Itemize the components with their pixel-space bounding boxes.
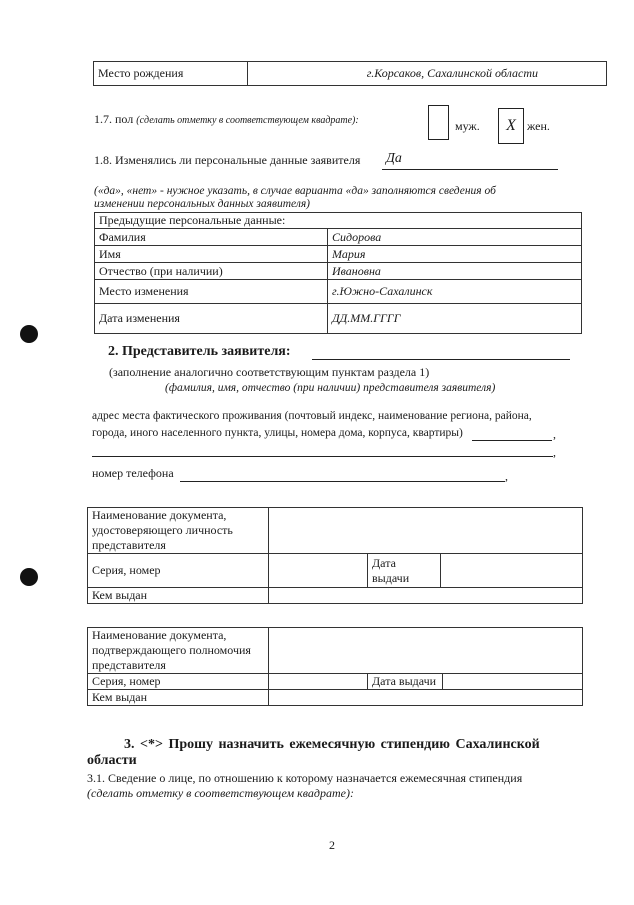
authority-issued-label: Кем выдан	[88, 690, 269, 706]
authority-document-table	[87, 627, 583, 706]
page-number: 2	[329, 838, 335, 852]
prev-change-place-label: Место изменения	[95, 280, 328, 304]
previous-data-header: Предыдущие персональные данные:	[95, 213, 582, 229]
prev-name-value[interactable]: Мария	[328, 246, 582, 263]
prev-change-place-value[interactable]: г.Южно-Сахалинск	[328, 280, 582, 304]
identity-date-field[interactable]	[441, 554, 583, 588]
identity-issued-field[interactable]	[269, 588, 583, 604]
prev-name-label: Имя	[95, 246, 328, 263]
prev-change-date-label: Дата изменения	[95, 304, 328, 334]
punch-hole-bottom	[20, 568, 38, 586]
birthplace-table	[93, 61, 607, 86]
identity-date-label: Дата выдачи	[368, 554, 441, 588]
previous-data-table	[94, 212, 582, 334]
male-label: муж.	[455, 119, 480, 133]
identity-series-field[interactable]	[269, 554, 368, 588]
address-label-2: города, иного населенного пункта, улицы, номера дома, корпуса, квартиры)	[92, 427, 463, 439]
address-comma-2: ,	[553, 445, 556, 459]
changed-question: 1.8. Изменялись ли персональные данные заявителя	[94, 153, 361, 167]
section3-sub-2: (сделать отметку в соответствующем квадрате):	[87, 786, 354, 800]
prev-surname-label: Фамилия	[95, 229, 328, 246]
changed-note-1: («да», «нет» - нужное указать, в случае варианта «да» заполняются сведения об	[94, 185, 496, 197]
gender-label: пол	[115, 112, 134, 126]
authority-doc-name-field[interactable]	[269, 628, 583, 674]
identity-doc-name-label: Наименование документа, удостоверяющего личность представителя	[88, 508, 269, 554]
identity-series-label: Серия, номер	[88, 554, 269, 588]
prev-patronymic-value[interactable]: Ивановна	[328, 263, 582, 280]
gender-hint: (сделать отметку в соответствующем квадрате):	[136, 115, 359, 126]
identity-issued-label: Кем выдан	[88, 588, 269, 604]
authority-doc-name-label: Наименование документа, подтверждающего полномочия представителя	[88, 628, 269, 674]
birthplace-value[interactable]: г.Корсаков, Сахалинской области	[248, 62, 607, 86]
authority-series-field[interactable]	[269, 674, 368, 690]
address-input-line-2[interactable]	[92, 444, 553, 457]
address-input-line-1[interactable]	[472, 426, 552, 441]
prev-change-date-value[interactable]: ДД.ММ.ГГГГ	[328, 304, 582, 334]
female-label: жен.	[527, 119, 550, 133]
authority-series-label: Серия, номер	[88, 674, 269, 690]
section2-note: (заполнение аналогично соответствующим пунктам раздела 1)	[109, 365, 430, 379]
punch-hole-top	[20, 325, 38, 343]
male-checkbox[interactable]	[428, 105, 449, 140]
changed-answer-line[interactable]	[382, 151, 558, 170]
changed-answer: Да	[386, 151, 402, 166]
female-checkbox[interactable]	[498, 108, 524, 144]
representative-name-line[interactable]	[312, 345, 570, 360]
phone-comma: ,	[505, 469, 508, 483]
phone-input-line[interactable]	[180, 467, 505, 482]
address-comma-1: ,	[553, 427, 556, 441]
prev-patronymic-label: Отчество (при наличии)	[95, 263, 328, 280]
section3-title: 3. <*> Прошу назначить ежемесячную стипендию Сахалинской	[124, 737, 540, 752]
authority-date-label: Дата выдачи	[368, 674, 443, 690]
section2-fio-hint: (фамилия, имя, отчество (при наличии) представителя заявителя)	[165, 382, 496, 394]
changed-note-2: изменении персональных данных заявителя)	[94, 198, 311, 210]
section3-sub-1: 3.1. Сведение о лице, по отношению к которому назначается ежемесячная стипендия	[87, 771, 523, 785]
section2-title: 2. Представитель заявителя:	[108, 344, 291, 359]
female-mark: X	[506, 117, 516, 134]
gender-number: 1.7.	[94, 112, 112, 126]
prev-surname-value[interactable]: Сидорова	[328, 229, 582, 246]
identity-document-table	[87, 507, 583, 604]
address-label-1: адрес места фактического проживания (почтовый индекс, наименование региона, района,	[92, 410, 532, 422]
phone-label: номер телефона	[92, 466, 174, 480]
section3-title-cont: области	[87, 753, 137, 768]
birthplace-label: Место рождения	[94, 62, 248, 86]
authority-date-field[interactable]	[443, 674, 583, 690]
gender-question	[94, 112, 359, 127]
identity-doc-name-field[interactable]	[269, 508, 583, 554]
authority-issued-field[interactable]	[269, 690, 583, 706]
